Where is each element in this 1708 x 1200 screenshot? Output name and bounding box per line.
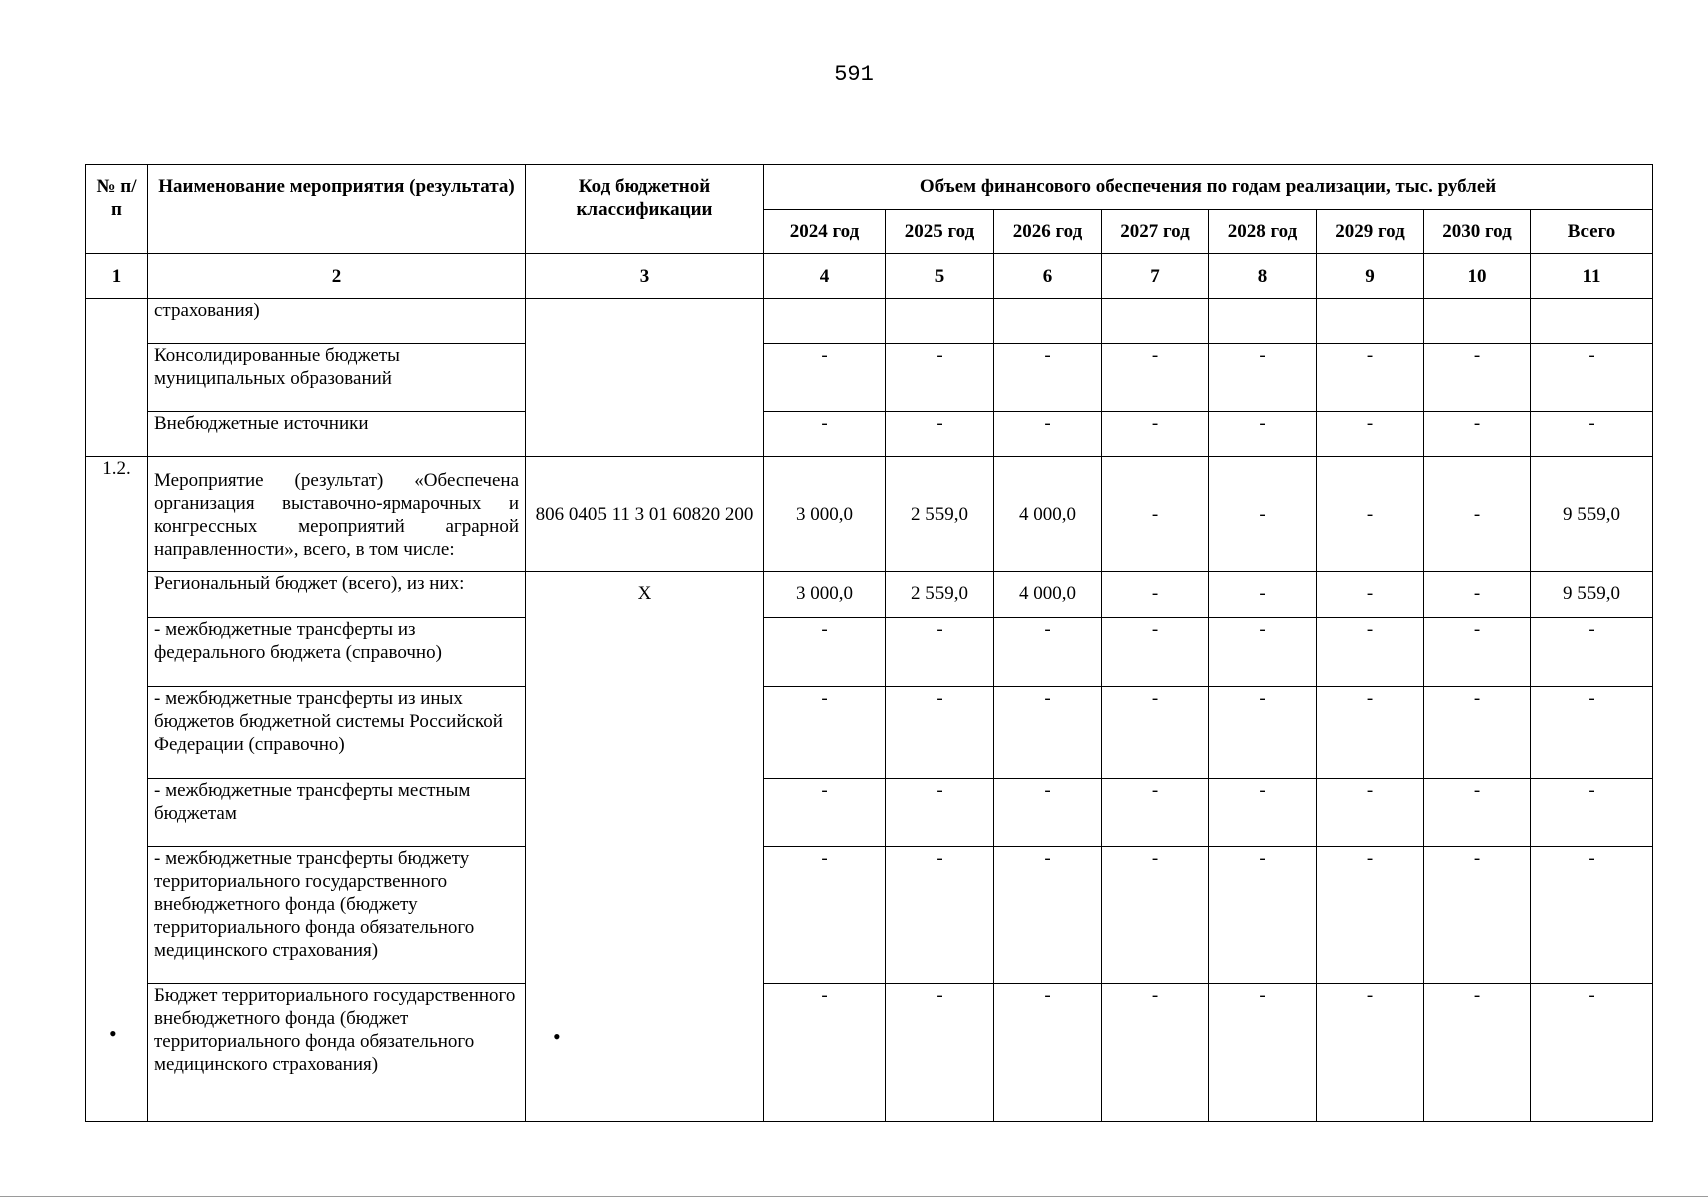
header-year-2024: 2024 год — [764, 210, 886, 254]
value-cell: - — [1424, 618, 1531, 687]
header-name: Наименование мероприятия (результата) — [148, 165, 526, 254]
value-cell: - — [1317, 618, 1424, 687]
value-cell: - — [1209, 687, 1317, 779]
value-cell: - — [994, 984, 1102, 1122]
value-cell: - — [1209, 779, 1317, 847]
row-code: 806 0405 11 3 01 60820 200 — [526, 457, 764, 572]
value-cell: - — [994, 847, 1102, 984]
value-cell: - — [886, 344, 994, 412]
value-cell: - — [1209, 984, 1317, 1122]
column-number-row — [86, 254, 1653, 299]
table-row — [86, 618, 1653, 687]
row-name: - межбюджетные трансферты из иных бюджетов бюджетной системы Российской Федерации (справочно) — [148, 687, 526, 779]
value-cell: - — [1102, 618, 1209, 687]
value-cell: - — [1424, 687, 1531, 779]
column-number: 1 — [86, 254, 148, 299]
value-cell: 9 559,0 — [1531, 572, 1653, 618]
row-name: Мероприятие (результат) «Обеспечена организация выставочно-ярмарочных и конгрессных мероприятий аграрной направленности», всего, в том числе: — [148, 457, 526, 572]
value-cell — [764, 299, 886, 344]
header-year-2026: 2026 год — [994, 210, 1102, 254]
value-cell: - — [1102, 847, 1209, 984]
value-cell: - — [1317, 412, 1424, 457]
row-name: Внебюджетные источники — [148, 412, 526, 457]
row-number: 1.2. — [86, 457, 148, 1122]
page-number: 591 — [834, 62, 874, 87]
value-cell: - — [1209, 847, 1317, 984]
column-number: 9 — [1317, 254, 1424, 299]
value-cell — [886, 299, 994, 344]
column-number: 7 — [1102, 254, 1209, 299]
value-cell: 4 000,0 — [994, 572, 1102, 618]
header-year-2029: 2029 год — [1317, 210, 1424, 254]
table-row — [86, 412, 1653, 457]
value-cell: - — [764, 412, 886, 457]
table-row — [86, 984, 1653, 1122]
value-cell: - — [1102, 457, 1209, 572]
row-name: Региональный бюджет (всего), из них: — [148, 572, 526, 618]
header-row-main — [86, 165, 1653, 210]
value-cell: - — [1531, 847, 1653, 984]
value-cell: - — [1317, 687, 1424, 779]
row-number-cell — [86, 299, 148, 457]
value-cell: - — [994, 344, 1102, 412]
column-number: 4 — [764, 254, 886, 299]
value-cell: - — [1209, 344, 1317, 412]
value-cell: - — [1317, 779, 1424, 847]
value-cell — [1102, 299, 1209, 344]
value-cell: - — [886, 847, 994, 984]
column-number: 2 — [148, 254, 526, 299]
header-year-2025: 2025 год — [886, 210, 994, 254]
header-year-2030: 2030 год — [1424, 210, 1531, 254]
bullet-mark: • — [553, 1024, 561, 1049]
value-cell: - — [1102, 984, 1209, 1122]
row-code: Х — [526, 572, 764, 1122]
table-row — [86, 344, 1653, 412]
value-cell: - — [1424, 984, 1531, 1122]
bullet-mark: • — [109, 1021, 117, 1046]
value-cell: - — [886, 687, 994, 779]
value-cell: - — [1531, 984, 1653, 1122]
value-cell: - — [1424, 572, 1531, 618]
scan-edge-line — [0, 1196, 1708, 1197]
header-volume: Объем финансового обеспечения по годам реализации, тыс. рублей — [764, 165, 1653, 210]
value-cell: - — [1531, 779, 1653, 847]
value-cell: - — [994, 412, 1102, 457]
header-total: Всего — [1531, 210, 1653, 254]
value-cell — [1531, 299, 1653, 344]
value-cell: - — [1317, 572, 1424, 618]
value-cell: - — [1424, 344, 1531, 412]
value-cell: - — [1209, 412, 1317, 457]
value-cell: - — [1531, 618, 1653, 687]
value-cell: - — [764, 687, 886, 779]
value-cell: - — [994, 779, 1102, 847]
value-cell: - — [764, 779, 886, 847]
value-cell: 9 559,0 — [1531, 457, 1653, 572]
value-cell: - — [886, 779, 994, 847]
value-cell: - — [1317, 344, 1424, 412]
value-cell: - — [764, 847, 886, 984]
value-cell: - — [1209, 572, 1317, 618]
row-name: Консолидированные бюджеты муниципальных образований — [148, 344, 526, 412]
column-number: 11 — [1531, 254, 1653, 299]
value-cell: - — [1317, 847, 1424, 984]
header-year-2027: 2027 год — [1102, 210, 1209, 254]
column-number: 5 — [886, 254, 994, 299]
column-number: 3 — [526, 254, 764, 299]
value-cell: - — [1531, 687, 1653, 779]
value-cell: 2 559,0 — [886, 572, 994, 618]
row-name: - межбюджетные трансферты из федерального бюджета (справочно) — [148, 618, 526, 687]
table-row — [86, 687, 1653, 779]
header-year-2028: 2028 год — [1209, 210, 1317, 254]
value-cell — [1424, 299, 1531, 344]
row-name: Бюджет территориального государственного внебюджетного фонда (бюджет территориального фонда обязательного медицинского страхования) — [148, 984, 526, 1122]
table-row — [86, 779, 1653, 847]
value-cell: 3 000,0 — [764, 572, 886, 618]
value-cell: 3 000,0 — [764, 457, 886, 572]
value-cell: - — [764, 618, 886, 687]
header-no: № п/п — [86, 165, 148, 254]
value-cell: - — [764, 984, 886, 1122]
value-cell: - — [1102, 572, 1209, 618]
value-cell: - — [1102, 344, 1209, 412]
value-cell: - — [1531, 344, 1653, 412]
value-cell: - — [1424, 457, 1531, 572]
value-cell — [1317, 299, 1424, 344]
table-row — [86, 847, 1653, 984]
value-cell — [994, 299, 1102, 344]
column-number: 8 — [1209, 254, 1317, 299]
table-row — [86, 572, 1653, 618]
value-cell: - — [886, 984, 994, 1122]
value-cell: - — [994, 687, 1102, 779]
value-cell: - — [1317, 984, 1424, 1122]
value-cell: - — [1424, 847, 1531, 984]
value-cell: - — [886, 412, 994, 457]
value-cell: - — [1102, 412, 1209, 457]
value-cell: 2 559,0 — [886, 457, 994, 572]
value-cell — [1209, 299, 1317, 344]
column-number: 10 — [1424, 254, 1531, 299]
value-cell: - — [1531, 412, 1653, 457]
value-cell: - — [1102, 687, 1209, 779]
row-name: - межбюджетные трансферты местным бюджетам — [148, 779, 526, 847]
value-cell: - — [994, 618, 1102, 687]
table-row — [86, 457, 1653, 572]
budget-table — [85, 164, 1653, 1122]
row-code-cell — [526, 299, 764, 457]
value-cell: - — [764, 344, 886, 412]
table-row — [86, 299, 1653, 344]
value-cell: 4 000,0 — [994, 457, 1102, 572]
value-cell: - — [1209, 457, 1317, 572]
value-cell: - — [1209, 618, 1317, 687]
value-cell: - — [886, 618, 994, 687]
value-cell: - — [1102, 779, 1209, 847]
header-code: Код бюджетной классификации — [526, 165, 764, 254]
row-name: - межбюджетные трансферты бюджету территориального государственного внебюджетного фонда (бюджету территориального фонда обязательного медицинского страхования) — [148, 847, 526, 984]
value-cell: - — [1317, 457, 1424, 572]
row-name: страхования) — [148, 299, 526, 344]
value-cell: - — [1424, 412, 1531, 457]
column-number: 6 — [994, 254, 1102, 299]
value-cell: - — [1424, 779, 1531, 847]
